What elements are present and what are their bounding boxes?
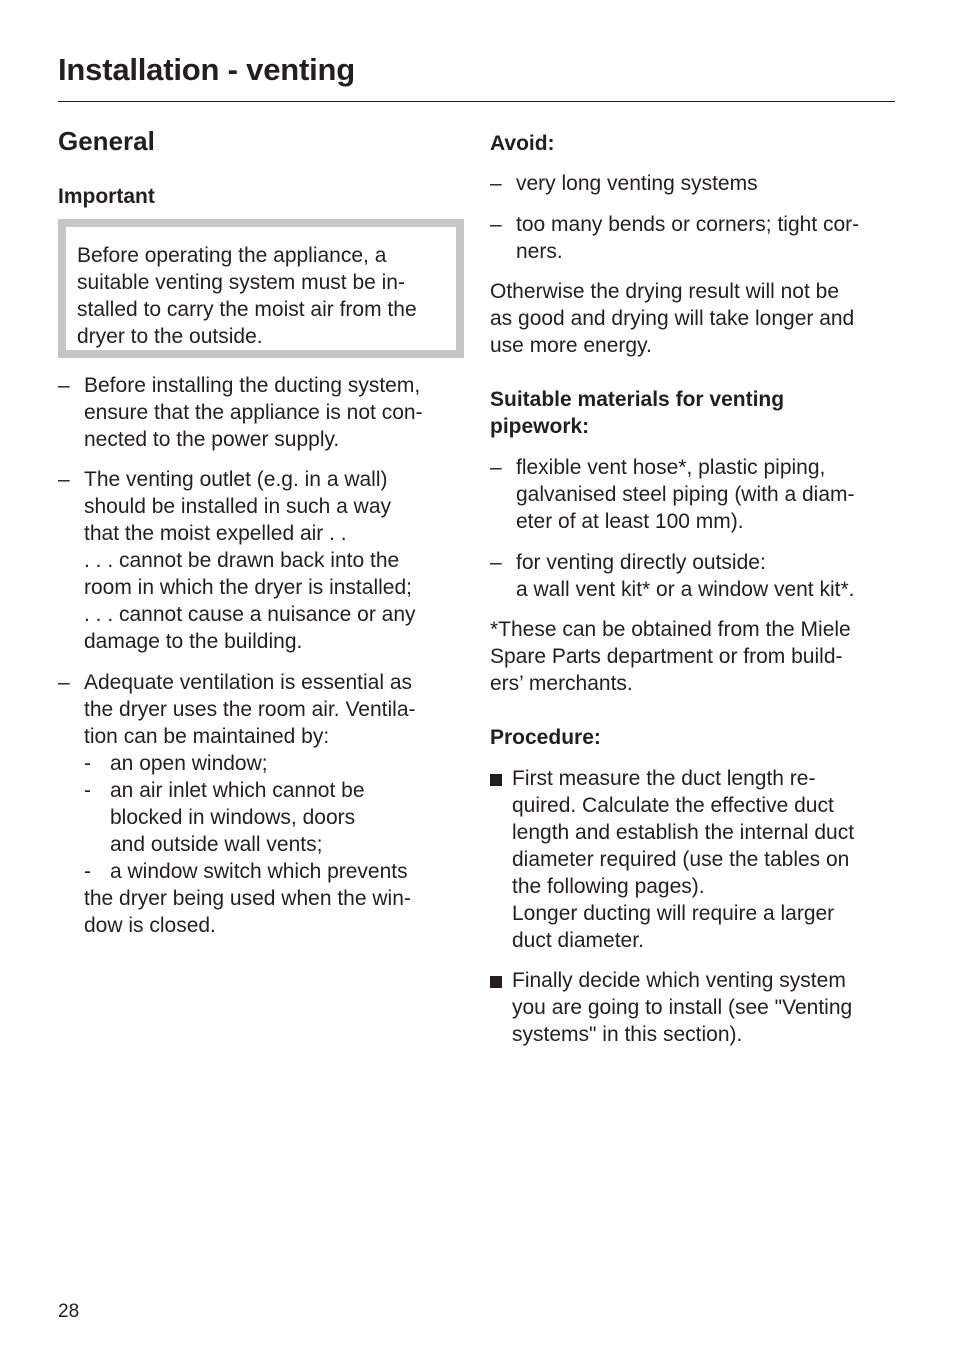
avoid-label: Avoid: <box>490 132 555 155</box>
dash-bullet: – <box>58 671 70 694</box>
text-line: for venting directly outside: <box>516 551 766 574</box>
procedure-step <box>490 967 852 1048</box>
text-line: should be installed in such a way <box>84 495 392 518</box>
list-item <box>490 454 855 535</box>
materials-label <box>490 386 784 440</box>
procedure-label: Procedure: <box>490 726 601 749</box>
otherwise-paragraph <box>490 278 854 359</box>
sub-list-item <box>84 858 416 885</box>
text-line: you are going to install (see "Venting <box>512 996 853 1019</box>
square-bullet-icon <box>490 774 502 786</box>
text-line: an air inlet which cannot be <box>110 779 365 802</box>
important-label: Important <box>58 185 155 208</box>
list-item <box>490 549 854 603</box>
text-line: as good and drying will take longer and <box>490 307 855 330</box>
text-line: flexible vent hose*, plastic piping, <box>516 456 826 479</box>
square-bullet-icon <box>490 976 502 988</box>
text-line: First measure the duct length re- <box>512 767 816 790</box>
text-line: a window switch which prevents <box>110 860 408 883</box>
text-line: galvanised steel piping (with a diam- <box>516 483 855 506</box>
text-line: Before operating the appliance, a <box>77 244 387 267</box>
text-line: suitable venting system must be in- <box>77 271 405 294</box>
page-number: 28 <box>58 1301 80 1322</box>
text-line: that the moist expelled air . . <box>84 522 347 545</box>
text-line: nected to the power supply. <box>84 428 340 451</box>
text-line: Otherwise the drying result will not be <box>490 280 839 303</box>
important-notice-box <box>58 219 464 358</box>
text-line: ners. <box>516 240 563 263</box>
text-line: dow is closed. <box>84 914 216 937</box>
list-item <box>490 170 758 197</box>
text-line: diameter required (use the tables on <box>512 848 850 871</box>
text-line: very long venting systems <box>516 172 758 195</box>
text-line: ensure that the appliance is not con- <box>84 401 423 424</box>
text-line: . . . cannot be drawn back into the <box>84 549 400 572</box>
text-line: systems" in this section). <box>512 1023 743 1046</box>
text-line: tion can be maintained by: <box>84 725 330 748</box>
list-item <box>58 466 416 655</box>
footnote-paragraph <box>490 616 851 697</box>
sub-list-item <box>84 777 416 858</box>
dash-bullet: – <box>490 551 502 574</box>
text-line: stalled to carry the moist air from the <box>77 298 417 321</box>
text-line: an open window; <box>110 752 268 775</box>
dash-bullet: – <box>490 456 502 479</box>
text-line: quired. Calculate the effective duct <box>512 794 834 817</box>
text-line: length and establish the internal duct <box>512 821 855 844</box>
text-line: damage to the building. <box>84 630 303 653</box>
page-title: Installation - venting <box>58 52 356 87</box>
important-notice-text <box>77 242 448 350</box>
procedure-step <box>490 765 854 954</box>
text-line: ers’ merchants. <box>490 672 633 695</box>
text-line: eter of at least 100 mm). <box>516 510 744 533</box>
dash-bullet: – <box>490 172 502 195</box>
text-line: The venting outlet (e.g. in a wall) <box>84 468 388 491</box>
text-line: too many bends or corners; tight cor- <box>516 213 860 236</box>
text-line: the following pages). <box>512 875 705 898</box>
hyphen-bullet: - <box>84 779 91 802</box>
text-line: the dryer being used when the win- <box>84 887 411 910</box>
dash-bullet: – <box>58 468 70 491</box>
text-line: Adequate ventilation is essential as <box>84 671 413 694</box>
list-item <box>58 669 416 939</box>
list-item <box>58 372 423 453</box>
text-line: *These can be obtained from the Miele <box>490 618 851 641</box>
title-divider <box>58 101 895 102</box>
text-line: duct diameter. <box>512 929 644 952</box>
text-line: Finally decide which venting system <box>512 969 846 992</box>
text-line: . . . cannot cause a nuisance or any <box>84 603 416 626</box>
dash-bullet: – <box>490 213 502 236</box>
text-line: use more energy. <box>490 334 652 357</box>
section-heading-general: General <box>58 126 155 156</box>
text-line: dryer to the outside. <box>77 325 263 348</box>
text-line: Longer ducting will require a larger <box>512 902 835 925</box>
text-line: the dryer uses the room air. Ventila- <box>84 698 416 721</box>
text-line: room in which the dryer is installed; <box>84 576 412 599</box>
sub-list-item <box>84 750 416 777</box>
hyphen-bullet: - <box>84 860 91 883</box>
text-line: Suitable materials for venting <box>490 388 785 411</box>
list-item <box>490 211 859 265</box>
text-line: Spare Parts department or from build- <box>490 645 843 668</box>
dash-bullet: – <box>58 374 70 397</box>
text-line: pipework: <box>490 415 590 438</box>
text-line: a wall vent kit* or a window vent kit*. <box>516 578 855 601</box>
text-line: and outside wall vents; <box>110 833 323 856</box>
text-line: blocked in windows, doors <box>110 806 356 829</box>
text-line: Before installing the ducting system, <box>84 374 421 397</box>
hyphen-bullet: - <box>84 752 91 775</box>
